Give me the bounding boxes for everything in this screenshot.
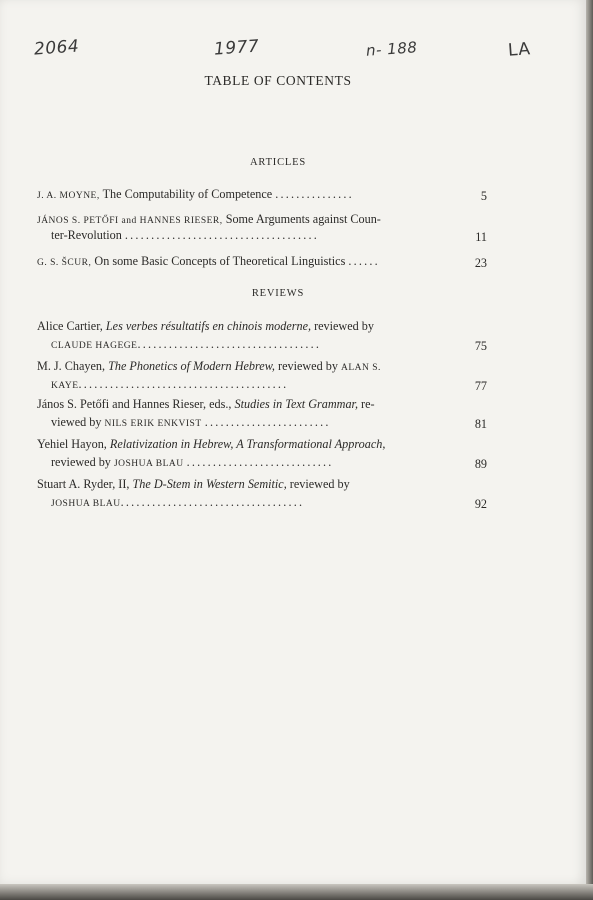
page-edge-shadow: [586, 0, 593, 900]
leader-dots: .....................................: [124, 228, 320, 242]
review-book-title: The D-Stem in Western Semitic,: [132, 477, 287, 491]
handwritten-note-year: 1977: [213, 36, 260, 60]
page-number: 81: [474, 417, 487, 431]
reviewer-name: JOSHUA BLAU: [113, 459, 184, 469]
leader-dots: ...............: [275, 187, 354, 201]
leader-dots: ...................................: [137, 337, 322, 351]
page-number: 75: [474, 339, 487, 353]
review-book-title: Relativization in Hebrew, A Transformational Approach,: [109, 437, 386, 451]
review-book-title: Studies in Text Grammar,: [234, 397, 358, 411]
reviewed-by-text: viewed by: [51, 415, 102, 429]
handwritten-note-right: LA: [507, 39, 532, 61]
entry-title: Some Arguments against Coun-: [225, 212, 381, 226]
reviewed-by-text: reviewed by: [314, 319, 374, 333]
page-number: 11: [475, 230, 487, 244]
toc-entry: [37, 253, 487, 269]
page-number: 23: [474, 256, 487, 270]
reviewed-by-text: reviewed by: [51, 455, 111, 469]
leader-dots: ........................: [204, 415, 331, 429]
leader-dots: ......: [348, 254, 380, 268]
page-number: 5: [480, 189, 487, 203]
toc-entry: [37, 186, 487, 202]
leader-dots: ............................: [186, 455, 334, 469]
hyphenated-fragment: re-: [361, 397, 375, 411]
toc-entry: [37, 358, 487, 392]
reviewer-name: ALAN S.: [340, 363, 381, 373]
reviewer-name: NILS ERIK ENKVIST: [104, 419, 202, 429]
leader-dots: ...................................: [120, 495, 305, 509]
reviewer-name-continued: KAYE: [51, 381, 79, 391]
review-author: M. J. Chayen,: [37, 359, 106, 373]
reviewer-name: CLAUDE HAGEGE: [51, 341, 138, 351]
review-author: Alice Cartier,: [37, 319, 103, 333]
reviewed-by-text: reviewed by: [289, 477, 350, 491]
articles-heading: ARTICLES: [250, 157, 306, 168]
entry-title-continued: ter-Revolution: [51, 228, 122, 242]
page-number: 89: [474, 457, 487, 471]
toc-entry: [37, 396, 487, 430]
entry-author: JÁNOS S. PETŐFI and HANNES RIESER,: [37, 216, 223, 226]
toc-entry: [37, 476, 487, 510]
entry-author: G. S. ŠCUR,: [37, 258, 92, 268]
entry-title: The Computability of Competence: [102, 187, 273, 201]
page-title: TABLE OF CONTENTS: [204, 73, 352, 88]
toc-entry: [37, 211, 487, 243]
page-bottom-shadow: [0, 884, 593, 900]
toc-entry: [37, 436, 487, 470]
review-book-title: The Phonetics of Modern Hebrew,: [108, 359, 275, 373]
reviewer-name: JOSHUA BLAU: [51, 499, 121, 509]
reviewed-by-text: reviewed by: [278, 359, 338, 373]
handwritten-note-left: 2064: [33, 36, 80, 60]
entry-author: J. A. MOYNE,: [37, 191, 100, 201]
page-number: 92: [474, 497, 487, 511]
review-book-title: Les verbes résultatifs en chinois moderne,: [105, 319, 312, 333]
toc-entry: [37, 318, 487, 352]
reviews-heading: REVIEWS: [251, 288, 305, 299]
review-author: János S. Petőfi and Hannes Rieser, eds.,: [37, 397, 232, 411]
review-author: Yehiel Hayon,: [37, 437, 107, 451]
entry-title: On some Basic Concepts of Theoretical Linguistics: [94, 254, 346, 268]
handwritten-note-center: n- 188: [365, 38, 418, 60]
page-number: 77: [474, 379, 487, 393]
review-author: Stuart A. Ryder, II,: [37, 477, 130, 491]
leader-dots: ........................................: [78, 377, 289, 391]
